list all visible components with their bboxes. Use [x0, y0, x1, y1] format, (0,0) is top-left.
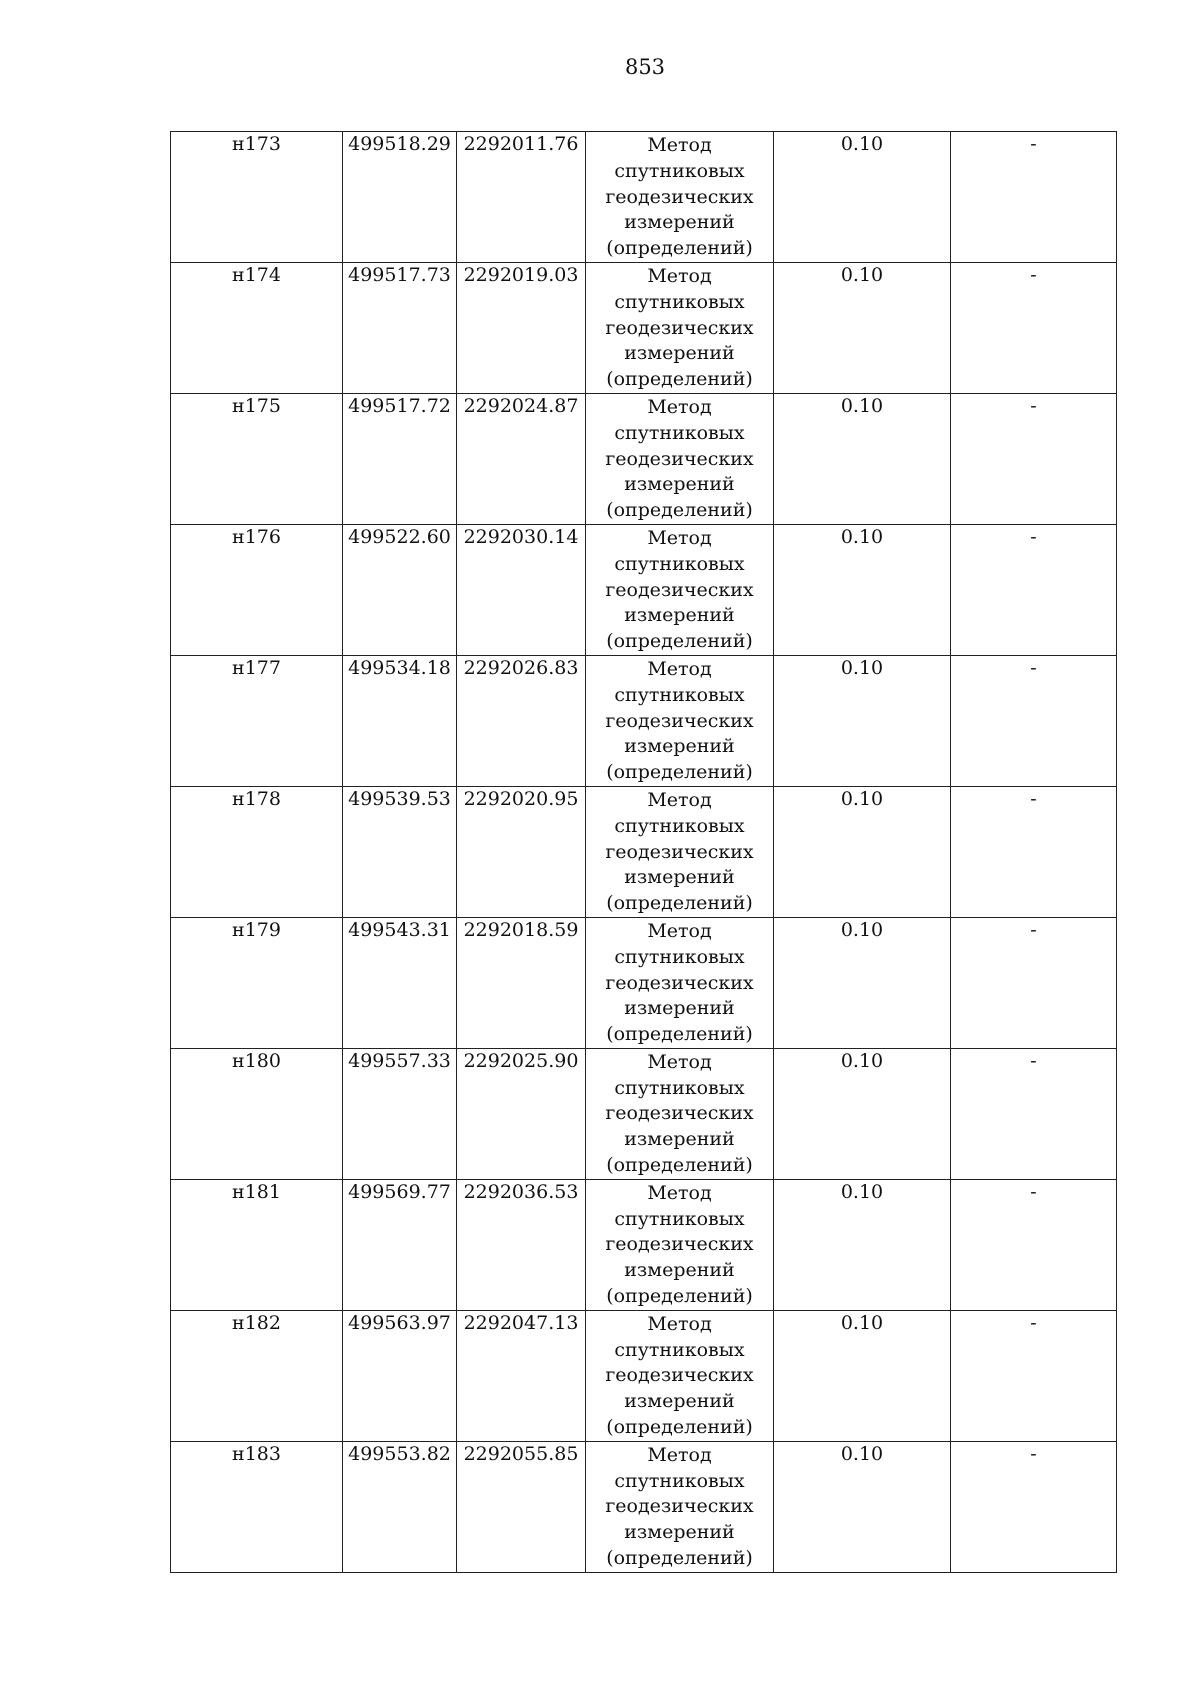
point-id-cell: н179 [171, 917, 343, 1048]
note-cell: - [951, 655, 1117, 786]
method-text-line: геодезических [605, 840, 754, 863]
y-coordinate-cell: 2292036.53 [457, 1179, 586, 1310]
method-cell [586, 1441, 774, 1572]
y-coordinate-cell: 2292026.83 [457, 655, 586, 786]
method-text-line: Метод [647, 1181, 712, 1204]
accuracy-cell: 0.10 [774, 1441, 951, 1572]
x-coordinate-cell: 499569.77 [343, 1179, 457, 1310]
accuracy-cell: 0.10 [774, 917, 951, 1048]
method-text-line: геодезических [605, 1364, 754, 1387]
method-text-line: спутниковых [614, 1469, 745, 1492]
note-cell: - [951, 786, 1117, 917]
method-text-line: Метод [647, 788, 712, 811]
x-coordinate-cell: 499539.53 [343, 786, 457, 917]
method-text-line: Метод [647, 264, 712, 287]
method-text-line: Метод [647, 526, 712, 549]
method-text-line: измерений [624, 735, 735, 758]
method-text-line: геодезических [605, 316, 754, 339]
note-cell: - [951, 917, 1117, 1048]
y-coordinate-cell: 2292018.59 [457, 917, 586, 1048]
x-coordinate-cell: 499517.73 [343, 262, 457, 393]
method-text-line: (определений) [606, 237, 753, 260]
x-coordinate-cell: 499563.97 [343, 1310, 457, 1441]
accuracy-cell: 0.10 [774, 655, 951, 786]
accuracy-cell: 0.10 [774, 262, 951, 393]
method-text-line: (определений) [606, 1023, 753, 1046]
method-text-line: спутниковых [614, 290, 745, 313]
method-cell [586, 262, 774, 393]
table-row [171, 1179, 1117, 1310]
point-id-cell: н176 [171, 524, 343, 655]
table-row [171, 1310, 1117, 1441]
method-text-line: измерений [624, 1390, 735, 1413]
method-text-line: геодезических [605, 185, 754, 208]
coordinates-table-body [171, 132, 1117, 1573]
method-cell [586, 655, 774, 786]
accuracy-cell: 0.10 [774, 132, 951, 263]
table-row [171, 524, 1117, 655]
note-cell: - [951, 1048, 1117, 1179]
method-text-line: измерений [624, 342, 735, 365]
x-coordinate-cell: 499543.31 [343, 917, 457, 1048]
table-row [171, 917, 1117, 1048]
method-text-line: геодезических [605, 709, 754, 732]
method-text-line: спутниковых [614, 945, 745, 968]
point-id-cell: н182 [171, 1310, 343, 1441]
method-text-line: измерений [624, 997, 735, 1020]
point-id-cell: н173 [171, 132, 343, 263]
note-cell: - [951, 1441, 1117, 1572]
method-text-line: (определений) [606, 761, 753, 784]
point-id-cell: н183 [171, 1441, 343, 1572]
method-text-line: измерений [624, 1128, 735, 1151]
coordinates-table [170, 131, 1117, 1573]
table-row [171, 1048, 1117, 1179]
method-text-line: спутниковых [614, 1338, 745, 1361]
method-text-line: Метод [647, 657, 712, 680]
method-cell [586, 1048, 774, 1179]
method-text-line: геодезических [605, 1102, 754, 1125]
point-id-cell: н174 [171, 262, 343, 393]
accuracy-cell: 0.10 [774, 524, 951, 655]
point-id-cell: н178 [171, 786, 343, 917]
method-cell [586, 786, 774, 917]
method-text-line: измерений [624, 211, 735, 234]
method-text-line: (определений) [606, 1416, 753, 1439]
y-coordinate-cell: 2292025.90 [457, 1048, 586, 1179]
method-text-line: спутниковых [614, 1207, 745, 1230]
method-text-line: Метод [647, 1050, 712, 1073]
method-cell [586, 917, 774, 1048]
accuracy-cell: 0.10 [774, 1179, 951, 1310]
note-cell: - [951, 132, 1117, 263]
x-coordinate-cell: 499522.60 [343, 524, 457, 655]
y-coordinate-cell: 2292011.76 [457, 132, 586, 263]
y-coordinate-cell: 2292020.95 [457, 786, 586, 917]
method-text-line: (определений) [606, 1154, 753, 1177]
method-text-line: (определений) [606, 630, 753, 653]
method-text-line: (определений) [606, 499, 753, 522]
method-cell [586, 1179, 774, 1310]
method-text-line: Метод [647, 1312, 712, 1335]
table-row [171, 262, 1117, 393]
page-number: 853 [624, 55, 666, 79]
x-coordinate-cell: 499557.33 [343, 1048, 457, 1179]
note-cell: - [951, 524, 1117, 655]
method-cell [586, 393, 774, 524]
y-coordinate-cell: 2292030.14 [457, 524, 586, 655]
accuracy-cell: 0.10 [774, 1048, 951, 1179]
accuracy-cell: 0.10 [774, 1310, 951, 1441]
note-cell: - [951, 262, 1117, 393]
table-row [171, 132, 1117, 263]
method-text-line: Метод [647, 134, 712, 156]
method-text-line: геодезических [605, 1495, 754, 1518]
method-text-line: спутниковых [614, 552, 745, 575]
method-text-line: (определений) [606, 892, 753, 915]
method-text-line: спутниковых [614, 1076, 745, 1099]
method-text-line: Метод [647, 919, 712, 942]
method-text-line: геодезических [605, 1233, 754, 1256]
y-coordinate-cell: 2292024.87 [457, 393, 586, 524]
x-coordinate-cell: 499534.18 [343, 655, 457, 786]
method-cell [586, 1310, 774, 1441]
method-text-line: измерений [624, 1259, 735, 1282]
table-row [171, 655, 1117, 786]
method-text-line: спутниковых [614, 421, 745, 444]
table-row [171, 393, 1117, 524]
x-coordinate-cell: 499517.72 [343, 393, 457, 524]
note-cell: - [951, 393, 1117, 524]
accuracy-cell: 0.10 [774, 786, 951, 917]
table-row [171, 786, 1117, 917]
point-id-cell: н177 [171, 655, 343, 786]
method-text-line: Метод [647, 1443, 712, 1466]
method-text-line: Метод [647, 395, 712, 418]
accuracy-cell: 0.10 [774, 393, 951, 524]
method-text-line: (определений) [606, 1547, 753, 1570]
y-coordinate-cell: 2292019.03 [457, 262, 586, 393]
method-text-line: (определений) [606, 1285, 753, 1308]
x-coordinate-cell: 499518.29 [343, 132, 457, 263]
note-cell: - [951, 1179, 1117, 1310]
method-text-line: спутниковых [614, 159, 745, 182]
method-text-line: геодезических [605, 447, 754, 470]
method-text-line: (определений) [606, 368, 753, 391]
point-id-cell: н175 [171, 393, 343, 524]
method-text-line: измерений [624, 866, 735, 889]
point-id-cell: н180 [171, 1048, 343, 1179]
table-row [171, 1441, 1117, 1572]
point-id-cell: н181 [171, 1179, 343, 1310]
note-cell: - [951, 1310, 1117, 1441]
method-text-line: измерений [624, 473, 735, 496]
y-coordinate-cell: 2292047.13 [457, 1310, 586, 1441]
method-text-line: спутниковых [614, 814, 745, 837]
method-text-line: измерений [624, 604, 735, 627]
method-text-line: спутниковых [614, 683, 745, 706]
method-text-line: геодезических [605, 578, 754, 601]
method-text-line: геодезических [605, 971, 754, 994]
y-coordinate-cell: 2292055.85 [457, 1441, 586, 1572]
method-cell [586, 132, 774, 263]
x-coordinate-cell: 499553.82 [343, 1441, 457, 1572]
method-text-line: измерений [624, 1521, 735, 1544]
method-cell [586, 524, 774, 655]
